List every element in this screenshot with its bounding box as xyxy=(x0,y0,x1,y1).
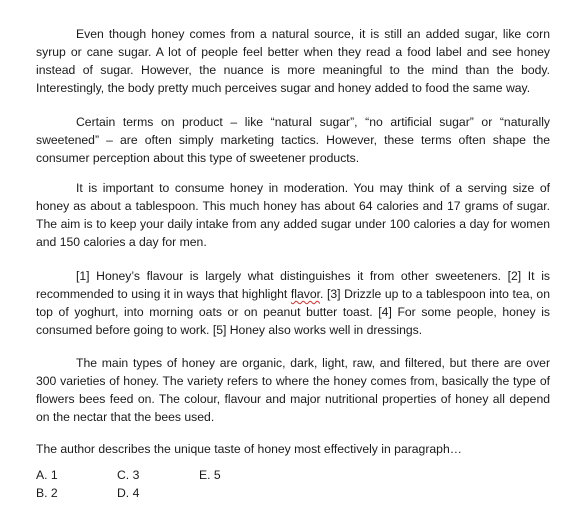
option-d: D. 4 xyxy=(117,486,140,500)
paragraph-1: Even though honey comes from a natural source, it is still an added sugar, like corn syrup or cane sugar. A lot of people feel better when they read a food label and see honey instead of sugar. However, the nuance is more meaningful to the mind than the body. Interestingly, the body pretty much perceives sugar and honey added to food the same way. xyxy=(36,27,550,95)
spellcheck-flagged-word[interactable]: flavor xyxy=(290,287,320,301)
question-text: The author describes the unique taste of honey most effectively in paragraph… xyxy=(36,442,462,456)
option-b: B. 2 xyxy=(36,486,58,500)
paragraph-4 xyxy=(36,267,550,339)
option-a: A. 1 xyxy=(36,468,58,482)
answer-options xyxy=(36,466,336,506)
paragraph-4-text-before: [1] Honey’s flavour is largely what distinguishes it from other sweeteners. [2] It is recommended to using it in ways that highlight xyxy=(36,269,550,301)
option-c: C. 3 xyxy=(117,468,140,482)
paragraph-4-text-after: . [3] Drizzle up to a tablespoon into tea, on top of yoghurt, into morning oats or on peanut butter toast. [4] For some people, honey is consumed before going to work. [5] Honey also works well in dressings. xyxy=(36,287,550,337)
paragraph-3: It is important to consume honey in moderation. You may think of a serving size of honey as about a tablespoon. This much honey has about 64 calories and 17 grams of sugar. The aim is to keep your daily intake from any added sugar under 100 calories a day for women and 150 calories a day for men. xyxy=(36,181,550,249)
paragraph-5: The main types of honey are organic, dark, light, raw, and filtered, but there are over 300 varieties of honey. The variety refers to where the honey comes from, basically the type of flowers bees feed on. The colour, flavour and major nutritional properties of honey all depend on the nectar that the bees used. xyxy=(36,356,550,424)
option-e: E. 5 xyxy=(199,468,221,482)
paragraph-2: Certain terms on product – like “natural sugar”, “no artificial sugar” or “naturally sweetened” – are often simply marketing tactics. However, these terms often shape the consumer perception about this type of sweetener products. xyxy=(36,115,550,165)
